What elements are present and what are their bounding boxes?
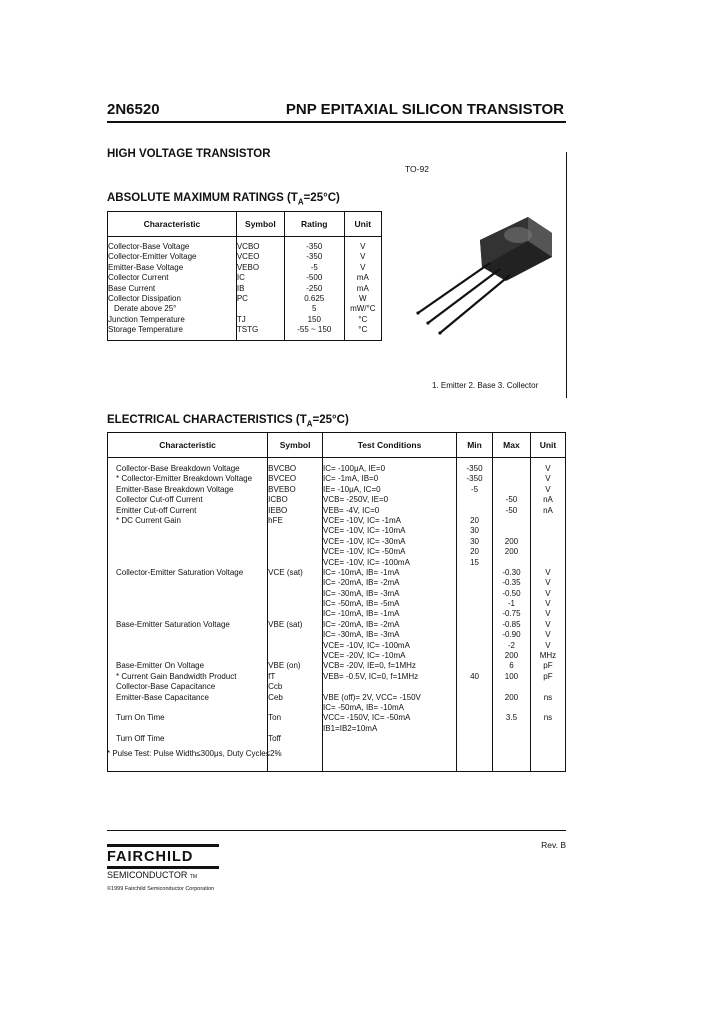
elec-symbols-cell	[268, 630, 322, 640]
elec-symbols-cell: Ccb	[268, 682, 283, 692]
abs-symbols: VCBO VCEO VEBO IC IB PC TJ TSTG	[236, 237, 284, 341]
elec-max-values	[492, 458, 530, 772]
elec-conditions-cell: VCE= -10V, IC= -100mA	[323, 640, 410, 650]
elec-max-cell	[493, 464, 530, 474]
elec-units-cell: MHz	[539, 651, 557, 661]
elec-symbols-cell	[268, 641, 322, 651]
elec-units-cell: V	[545, 484, 551, 494]
elec-conditions-cell: VCE= -20V, IC= -10mA	[323, 651, 406, 661]
elec-units-cell	[531, 537, 565, 547]
revision-label: Rev. B	[541, 840, 566, 850]
elec-characteristics	[108, 458, 268, 772]
package-divider	[566, 152, 567, 398]
logo-main: FAIRCHILD	[107, 849, 194, 865]
elec-max-cell	[493, 755, 530, 765]
abs-max-title: ABSOLUTE MAXIMUM RATINGS $(T_A=25^\circ C)$	[107, 192, 340, 207]
elec-characteristics-cell: Base-Emitter Saturation Voltage	[116, 619, 230, 629]
elec-max-cell: 200	[504, 692, 519, 702]
elec-min-cell	[457, 713, 492, 723]
elec-conditions-cell: VEB= -4V, IC=0	[323, 505, 380, 515]
elec-conditions-cell: IC= -100μA, IE=0	[323, 464, 386, 473]
elec-min-cell	[457, 734, 492, 744]
elec-min-cell	[457, 651, 492, 661]
elec-max-cell	[493, 474, 530, 484]
abs-units: V V V mA mA W mW/°C °C °C	[344, 237, 381, 341]
elec-min-cell: 20	[470, 547, 479, 557]
elec-units-cell	[531, 516, 565, 526]
elec-characteristics-cell: Base-Emitter On Voltage	[116, 661, 205, 671]
elec-units-cell: V	[545, 464, 551, 473]
elec-min-cell	[457, 724, 492, 734]
elec-symbols-cell: BVCEO	[268, 474, 297, 484]
elec-characteristics-cell: Turn Off Time	[116, 734, 165, 744]
elec-conditions-cell: IB1=IB2=10mA	[323, 723, 378, 733]
elec-max-cell: 3.5	[505, 713, 518, 723]
elec-min-cell: 20	[470, 515, 479, 525]
elec-min-cell	[457, 589, 492, 599]
elec-symbols-cell	[268, 724, 322, 734]
elec-characteristics-cell	[116, 578, 267, 588]
elec-units-cell: V	[545, 630, 551, 640]
elec-units-cell: pF	[543, 671, 553, 681]
elec-symbols-cell	[268, 651, 322, 661]
header-rule	[107, 121, 566, 123]
elec-characteristics-cell: Emitter-Base Breakdown Voltage	[116, 484, 234, 494]
elec-characteristics-cell: Collector Cut-off Current	[116, 495, 203, 505]
elec-min-cell	[457, 506, 492, 516]
elec-max-cell	[493, 734, 530, 744]
elec-min-cell: -5	[470, 484, 479, 494]
elec-symbols-cell	[268, 547, 322, 557]
elec-min-cell	[457, 641, 492, 651]
elec-max-cell: -2	[507, 640, 516, 650]
elec-units-cell: V	[545, 588, 551, 598]
elec-conditions-cell: VCB= -20V, IE=0, f=1MHz	[323, 661, 416, 671]
elec-characteristics-cell: * Current Gain Bandwidth Product	[116, 671, 237, 681]
elec-max-cell: -0.30	[502, 567, 521, 577]
elec-conditions-cell: VCC= -150V, IC= -50mA	[323, 713, 411, 723]
elec-max-cell: -0.35	[502, 578, 521, 588]
elec-symbols-cell	[268, 609, 322, 619]
elec-min-cell	[457, 693, 492, 703]
footer-rule	[107, 830, 566, 831]
col-characteristic: Characteristic	[108, 212, 237, 237]
elec-conditions-cell: IC= -50mA, IB= -5mA	[323, 599, 400, 609]
elec-max-cell	[493, 526, 530, 536]
elec-max-cell: -0.85	[502, 619, 521, 629]
elec-characteristics-cell	[116, 724, 267, 734]
elec-units-cell	[531, 745, 565, 755]
elec-units-cell: ns	[543, 713, 553, 723]
elec-conditions-cell: IE= -10μA, IC=0	[323, 484, 381, 494]
elec-conditions-cell: IC= -20mA, IB= -2mA	[323, 619, 400, 629]
abs-ratings: -350 -350 -5 -500 -250 0.625 5 150 -55 ~ 150	[284, 237, 344, 341]
elec-units-cell	[531, 558, 565, 568]
elec-min-cell: 30	[470, 526, 479, 536]
elec-units-cell: V	[545, 609, 551, 619]
elec-max-cell: 200	[504, 651, 519, 661]
subtitle: HIGH VOLTAGE TRANSISTOR	[107, 148, 271, 160]
elec-symbols-cell: VBE (sat)	[268, 619, 303, 629]
elec-min-cell: 40	[470, 671, 479, 681]
elec-units-cell: nA	[543, 505, 553, 515]
elec-conditions-cell: VBE (off)= 2V, VCC= -150V	[323, 692, 421, 702]
col-test-conditions: Test Conditions	[323, 433, 457, 458]
elec-characteristics-cell: * DC Current Gain	[116, 515, 181, 525]
elec-symbols-cell: BVCBO	[268, 464, 297, 473]
pulse-test-footnote: * Pulse Test: Pulse Width≤300μs, Duty Cycle≤2%	[107, 749, 282, 758]
elec-max-cell	[493, 485, 530, 495]
elec-characteristics-cell	[116, 599, 267, 609]
elec-characteristics-cell: Emitter-Base Capacitance	[116, 692, 209, 702]
elec-units	[530, 458, 565, 772]
elec-characteristics-cell: * Collector-Emitter Breakdown Voltage	[116, 474, 253, 484]
elec-units-cell: V	[545, 567, 551, 577]
elec-min-cell	[457, 661, 492, 671]
elec-characteristics-cell	[116, 547, 267, 557]
elec-units-cell: V	[545, 619, 551, 629]
elec-max-cell: -50	[505, 495, 518, 505]
elec-min-cell	[457, 682, 492, 692]
elec-symbols-cell	[268, 578, 322, 588]
elec-characteristics-cell	[116, 641, 267, 651]
elec-symbols-cell: hFE	[268, 515, 283, 525]
col-symbol: Symbol	[236, 212, 284, 237]
logo-tm: TM	[189, 874, 198, 880]
elec-symbols-cell: fT	[268, 671, 276, 681]
elec-max-cell	[493, 724, 530, 734]
elec-symbols-cell	[268, 599, 322, 609]
elec-symbols-cell	[268, 558, 322, 568]
elec-units-cell	[531, 724, 565, 734]
elec-characteristics-cell	[116, 537, 267, 547]
elec-max-cell	[493, 703, 530, 713]
elec-symbols-cell	[268, 537, 322, 547]
elec-min-cell	[457, 609, 492, 619]
logo-sub: SEMICONDUCTOR	[107, 870, 188, 880]
elec-symbols-cell: Toff	[268, 734, 281, 744]
document-title: PNP EPITAXIAL SILICON TRANSISTOR	[285, 101, 564, 118]
elec-conditions-cell	[323, 734, 456, 744]
elec-max-cell: 6	[509, 661, 514, 671]
elec-characteristics-cell: Collector-Emitter Saturation Voltage	[116, 567, 244, 577]
elec-symbols-cell	[268, 526, 322, 536]
col-symbol: Symbol	[268, 433, 323, 458]
package-label: TO-92	[405, 164, 429, 174]
to92-package-image	[410, 205, 560, 340]
col-characteristic: Characteristic	[108, 433, 268, 458]
elec-min-cell	[457, 599, 492, 609]
elec-max-cell	[493, 745, 530, 755]
elec-title: ELECTRICAL CHARACTERISTICS $(T_A=25^\circ C)$	[107, 414, 349, 429]
abs-characteristics: Collector-Base Voltage Collector-Emitter Voltage Emitter-Base Voltage Collector Current Base Current Collector Dissipation Derate above 25° Junction Temperature Storage Temperature	[108, 237, 237, 341]
elec-characteristics-cell: Collector-Base Breakdown Voltage	[116, 464, 240, 473]
elec-units-cell	[531, 526, 565, 536]
elec-max-cell: -0.50	[502, 588, 521, 598]
elec-symbols-cell: IEBO	[268, 505, 288, 515]
elec-units-cell: ns	[543, 692, 553, 702]
elec-max-cell: 200	[504, 547, 519, 557]
elec-conditions-cell: VCE= -10V, IC= -1mA	[323, 515, 402, 525]
elec-characteristics-cell	[116, 558, 267, 568]
elec-units-cell: V	[545, 640, 551, 650]
elec-characteristics-cell	[116, 609, 267, 619]
elec-symbols-cell: VCE (sat)	[268, 567, 303, 577]
elec-conditions-cell: VCE= -10V, IC= -50mA	[323, 547, 406, 557]
col-min: Min	[457, 433, 493, 458]
elec-conditions-cell: VCE= -10V, IC= -30mA	[323, 536, 406, 546]
pin-note: 1. Emitter 2. Base 3. Collector	[432, 381, 539, 390]
elec-units-cell: V	[545, 474, 551, 484]
elec-symbols-cell: Ton	[268, 713, 282, 723]
fairchild-logo	[107, 844, 219, 883]
abs-max-table	[107, 211, 382, 341]
elec-units-cell	[531, 547, 565, 557]
elec-conditions-cell	[323, 682, 456, 692]
elec-min-cell	[457, 630, 492, 640]
elec-conditions-cell: IC= -10mA, IB= -1mA	[323, 609, 400, 619]
elec-conditions-cell: VCE= -10V, IC= -100mA	[323, 557, 410, 567]
elec-conditions-cell: IC= -30mA, IB= -3mA	[323, 588, 400, 598]
elec-units-cell: pF	[543, 661, 553, 671]
elec-max-cell: 100	[504, 671, 519, 681]
elec-characteristics-cell	[116, 526, 267, 536]
elec-units-cell: V	[545, 599, 551, 609]
elec-max-cell: -1	[507, 599, 516, 609]
elec-conditions	[323, 458, 457, 772]
elec-min-cell	[457, 578, 492, 588]
elec-max-cell: -0.75	[502, 609, 521, 619]
elec-min-cell	[457, 745, 492, 755]
col-rating: Rating	[284, 212, 344, 237]
elec-min-cell: -350	[466, 474, 483, 484]
elec-symbols-cell: BVEBO	[268, 484, 296, 494]
elec-conditions-cell	[323, 745, 456, 755]
elec-characteristics-cell	[116, 703, 267, 713]
elec-characteristics-cell	[116, 589, 267, 599]
part-number: 2N6520	[107, 101, 160, 118]
elec-characteristics-cell	[116, 630, 267, 640]
elec-min-cell	[457, 568, 492, 578]
elec-conditions-cell: VCE= -10V, IC= -10mA	[323, 526, 406, 536]
elec-conditions-cell	[323, 755, 456, 765]
elec-table	[107, 432, 566, 772]
elec-characteristics-cell	[116, 651, 267, 661]
elec-symbols-cell	[268, 589, 322, 599]
elec-min-cell: 15	[470, 557, 479, 567]
elec-characteristics-cell: Turn On Time	[116, 713, 165, 723]
col-max: Max	[492, 433, 530, 458]
elec-symbols-cell: ICBO	[268, 495, 288, 505]
elec-min-cell	[457, 620, 492, 630]
elec-min-cell	[457, 495, 492, 505]
col-unit: Unit	[344, 212, 381, 237]
elec-max-cell: -0.90	[502, 630, 521, 640]
elec-min-cell	[457, 703, 492, 713]
elec-characteristics-cell: Emitter Cut-off Current	[116, 505, 197, 515]
elec-units-cell	[531, 734, 565, 744]
elec-min-values	[457, 458, 493, 772]
elec-min-cell: 30	[470, 536, 479, 546]
elec-units-cell: V	[545, 578, 551, 588]
elec-symbols-cell: Ceb	[268, 692, 283, 702]
elec-symbols-cell	[268, 703, 322, 713]
elec-conditions-cell: IC= -50mA, IB= -10mA	[323, 702, 404, 712]
elec-conditions-cell: VEB= -0.5V, IC=0, f=1MHz	[323, 671, 419, 681]
elec-conditions-cell: IC= -20mA, IB= -2mA	[323, 578, 400, 588]
elec-max-cell	[493, 558, 530, 568]
elec-characteristics-cell: Collector-Base Capacitance	[116, 682, 216, 692]
elec-symbols-cell: VBE (on)	[268, 661, 301, 671]
elec-symbols	[268, 458, 323, 772]
elec-units-cell	[531, 703, 565, 713]
elec-max-cell: 200	[504, 536, 519, 546]
elec-max-cell	[493, 516, 530, 526]
elec-max-cell: -50	[505, 505, 518, 515]
elec-min-cell	[457, 755, 492, 765]
elec-conditions-cell: IC= -10mA, IB= -1mA	[323, 567, 400, 577]
elec-min-cell: -350	[466, 464, 483, 473]
elec-conditions-cell: IC= -1mA, IB=0	[323, 474, 379, 484]
elec-conditions-cell: IC= -30mA, IB= -3mA	[323, 630, 400, 640]
elec-units-cell: nA	[543, 495, 553, 505]
elec-units-cell	[531, 682, 565, 692]
elec-max-cell	[493, 682, 530, 692]
elec-conditions-cell: VCB= -250V, IE=0	[323, 495, 389, 505]
copyright: ©1999 Fairchild Semiconductor Corporation	[107, 886, 215, 892]
elec-units-cell	[531, 755, 565, 765]
col-unit: Unit	[530, 433, 565, 458]
